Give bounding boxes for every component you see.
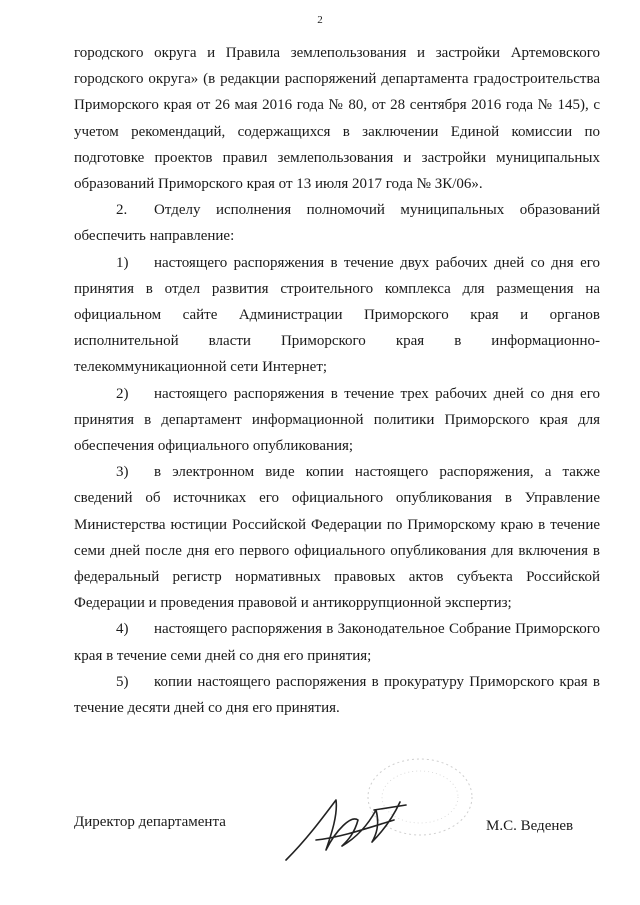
item-2-paragraph — [74, 197, 600, 249]
subitem-text: настоящего распоряжения в течение двух рабочих дней со дня его принятия в отдел развития строительного комплекса для размещения на официальном сайте Администрации Приморского края и органов исполнительной власти Приморского края в информационно-телекоммуникационной сети Интернет; — [74, 254, 600, 376]
subitem-text: в электронном виде копии настоящего распоряжения, а также сведений об источниках его официального опубликования в Управление Министерства юстиции Российской Федерации по Приморскому краю в течение семи дней после дня его первого официального опубликования для включения в федеральный регистр нормативных правовых актов субъекта Российской Федерации и проведения правовой и антикоррупционной экспертиз; — [74, 464, 600, 612]
subitem-5-paragraph — [74, 669, 600, 721]
signatory-name: М.С. Веденев — [486, 818, 574, 834]
subitem-text: настоящего распоряжения в течение трех рабочих дней со дня его принятия в департамент информационной политики Приморского края для обеспечения официального опубликования; — [74, 385, 600, 455]
subitem-2-paragraph — [74, 381, 600, 460]
subitem-4-paragraph — [74, 616, 600, 668]
handwritten-signature — [276, 780, 426, 870]
subitem-number: 4) — [116, 621, 129, 638]
item-2-number: 2. — [116, 202, 128, 219]
subitem-number: 1) — [116, 254, 129, 271]
subitem-number: 2) — [116, 385, 129, 402]
subitem-3-paragraph — [74, 459, 600, 616]
page-number: 2 — [317, 14, 323, 26]
subitem-text: настоящего распоряжения в Законодательное Собрание Приморского края в течение семи дней со дня его принятия; — [74, 621, 600, 664]
document-body — [74, 40, 600, 721]
item-2-text: Отделу исполнения полномочий муниципальных образований обеспечить направление: — [74, 202, 600, 245]
continuation-paragraph: городского округа и Правила землепользования и застройки Артемовского городского округа» (в редакции распоряжений департамента градостроительства Приморского края от 26 мая 2016 года № 80, от 28 сентября 2016 года № 145), с учетом рекомендаций, содержащихся в заключении Единой комиссии по подготовке проектов правил землепользования и застройки муниципальных образований Приморского края от 13 июля 2017 года № ЗК/06». — [74, 45, 600, 193]
signatory-position: Директор департамента — [74, 814, 226, 830]
subitem-1-paragraph — [74, 250, 600, 381]
subitem-number: 5) — [116, 673, 129, 690]
subitem-text: копии настоящего распоряжения в прокуратуру Приморского края в течение десяти дней со дня его принятия. — [74, 673, 600, 717]
subitem-number: 3) — [116, 464, 129, 481]
